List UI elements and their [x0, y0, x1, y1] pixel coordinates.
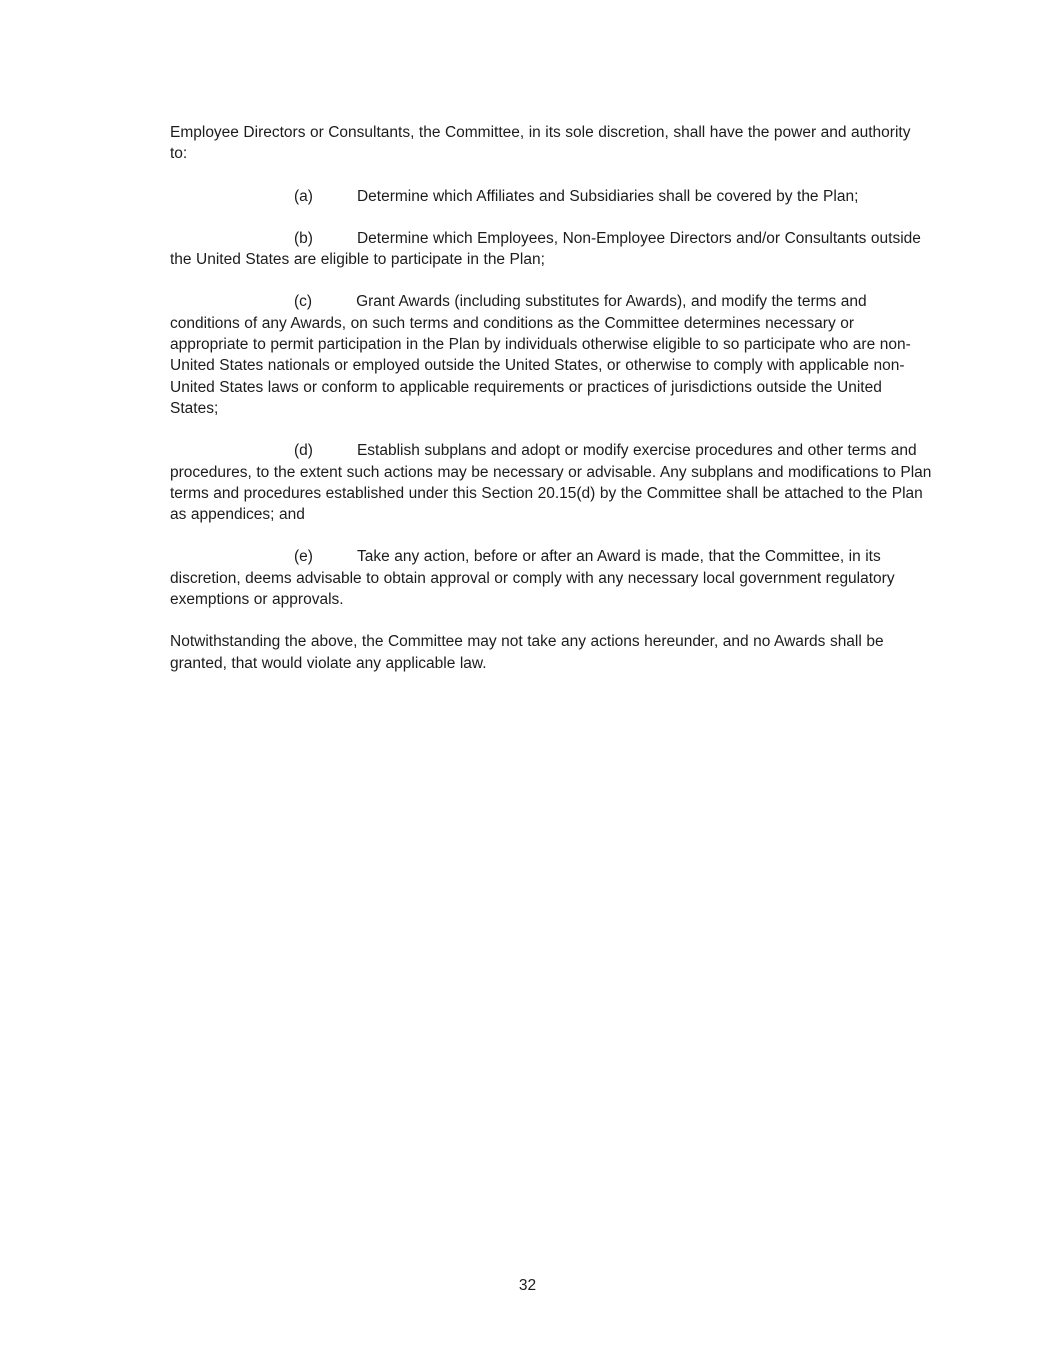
item-label: (b)	[294, 229, 313, 247]
list-item-c	[170, 291, 932, 419]
list-item-e	[170, 546, 932, 610]
item-label: (e)	[294, 548, 313, 566]
item-text: Establish subplans and adopt or modify exercise procedures and other terms and procedures, to the extent such actions may be necessary or advisable. Any subplans and modifications to Plan terms and procedures established under this Section 20.15(d) by the Committee shall be attached to the Plan as appendices; and	[170, 442, 932, 524]
item-text: Take any action, before or after an Award is made, that the Committee, in its discretion, deems advisable to obtain approval or comply with any necessary local government regulatory exemptions or approvals.	[170, 548, 895, 609]
intro-paragraph: Employee Directors or Consultants, the Committee, in its sole discretion, shall have the power and authority to:	[170, 124, 911, 163]
item-text: Determine which Employees, Non-Employee Directors and/or Consultants outside the United States are eligible to participate in the Plan;	[170, 229, 921, 269]
closing-paragraph: Notwithstanding the above, the Committee may not take any actions hereunder, and no Awards shall be granted, that would violate any applicable law.	[170, 633, 884, 672]
page-number: 32	[518, 1277, 537, 1294]
list-item-a	[170, 186, 932, 207]
item-label: (c)	[294, 293, 313, 311]
item-label: (a)	[294, 187, 313, 205]
item-label: (d)	[294, 442, 313, 460]
item-text: Determine which Affiliates and Subsidiaries shall be covered by the Plan;	[356, 187, 859, 205]
document-content	[170, 122, 932, 695]
item-text: Grant Awards (including substitutes for Awards), and modify the terms and conditions of any Awards, on such terms and conditions as the Committee determines necessary or appropriate to permit participation in the Plan by individuals otherwise eligible to so participate who are non-United States nationals or employed outside the United States, or otherwise to comply with applicable non-United States laws or conform to applicable requirements or practices of jurisdictions outside the United States;	[170, 293, 911, 417]
list-item-b	[170, 228, 932, 271]
list-item-d	[170, 440, 932, 525]
